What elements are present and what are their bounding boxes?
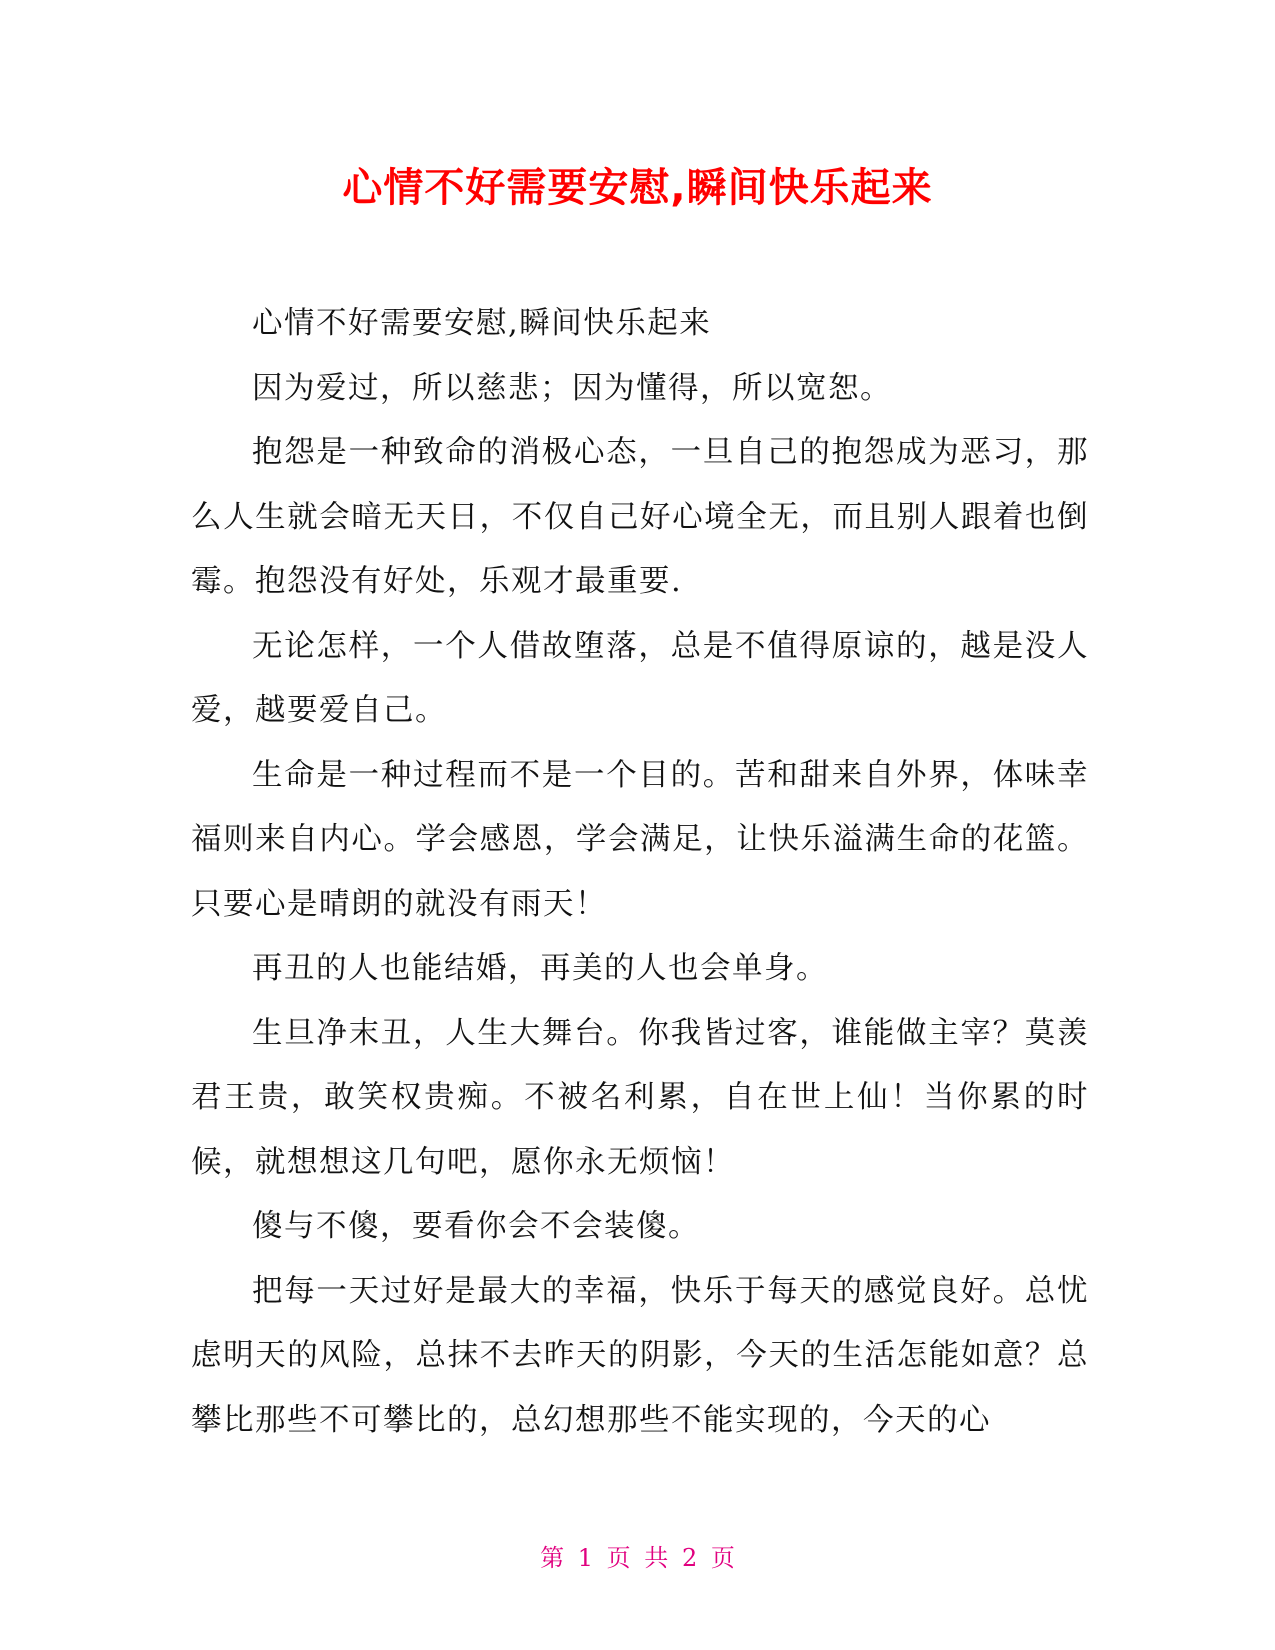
page-number-footer: 第 1 页 共 2 页 (540, 1544, 735, 1572)
paragraph: 生旦净末丑，人生大舞台。你我皆过客，谁能做主宰？莫羡君王贵，敢笑权贵痴。不被名利累，自在世上仙！当你累的时候，就想想这几句吧，愿你永无烦恼！ (191, 1015, 1089, 1180)
document-body (191, 292, 1089, 1453)
paragraph: 再丑的人也能结婚，再美的人也会单身。 (252, 951, 828, 986)
document-title: 心情不好需要安慰,瞬间快乐起来 (342, 165, 933, 211)
paragraph: 心情不好需要安慰,瞬间快乐起来 (252, 306, 712, 341)
paragraph: 无论怎样，一个人借故堕落，总是不值得原谅的，越是没人爱，越要爱自己。 (191, 628, 1089, 728)
paragraph: 傻与不傻，要看你会不会装傻。 (252, 1209, 700, 1244)
paragraph: 生命是一种过程而不是一个目的。苦和甜来自外界，体味幸福则来自内心。学会感恩，学会满足，让快乐溢满生命的花篮。只要心是晴朗的就没有雨天！ (191, 757, 1089, 922)
paragraph: 因为爱过，所以慈悲；因为懂得，所以宽恕。 (252, 370, 892, 406)
paragraph: 把每一天过好是最大的幸福，快乐于每天的感觉良好。总忧虑明天的风险，总抹不去昨天的阴影，今天的生活怎能如意？总攀比那些不可攀比的，总幻想那些不能实现的，今天的心 (191, 1273, 1089, 1438)
paragraph: 抱怨是一种致命的消极心态，一旦自己的抱怨成为恶习，那么人生就会暗无天日，不仅自己好心境全无，而且别人跟着也倒霉。抱怨没有好处，乐观才最重要. (191, 435, 1089, 599)
